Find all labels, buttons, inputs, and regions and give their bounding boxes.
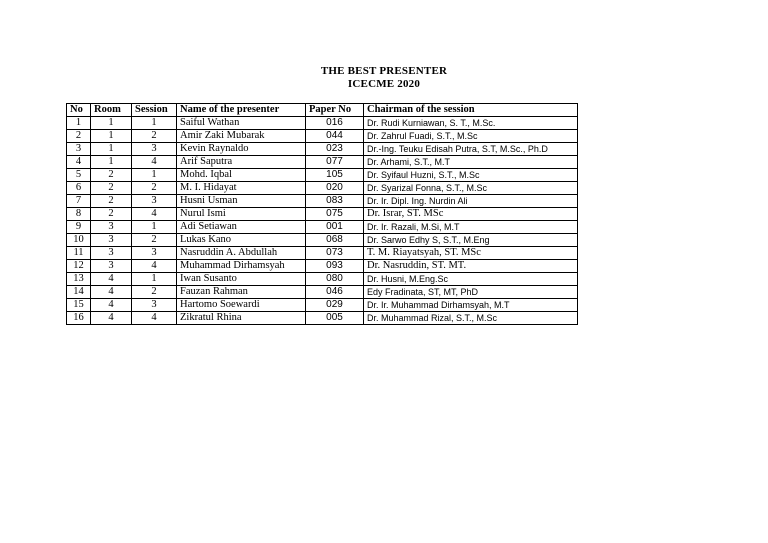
header-no: No — [67, 104, 91, 117]
cell-chairman: Dr. Husni, M.Eng.Sc — [364, 273, 578, 286]
cell-no: 16 — [67, 312, 91, 325]
cell-room: 4 — [91, 273, 132, 286]
cell-room: 4 — [91, 286, 132, 299]
cell-chairman: Dr. Ir. Razali, M.Si, M.T — [364, 221, 578, 234]
cell-room: 3 — [91, 221, 132, 234]
cell-presenter-name: Saiful Wathan — [177, 117, 306, 130]
cell-session: 1 — [132, 273, 177, 286]
cell-room: 3 — [91, 234, 132, 247]
cell-room: 1 — [91, 130, 132, 143]
cell-presenter-name: Kevin Raynaldo — [177, 143, 306, 156]
cell-room: 2 — [91, 195, 132, 208]
table-row — [67, 273, 578, 286]
table-row — [67, 117, 578, 130]
cell-paper-no: 029 — [306, 299, 364, 312]
cell-no: 2 — [67, 130, 91, 143]
cell-paper-no: 046 — [306, 286, 364, 299]
cell-no: 12 — [67, 260, 91, 273]
header-chairman: Chairman of the session — [364, 104, 578, 117]
cell-room: 4 — [91, 299, 132, 312]
cell-paper-no: 080 — [306, 273, 364, 286]
cell-paper-no: 093 — [306, 260, 364, 273]
cell-chairman: Dr. Ir. Dipl. Ing. Nurdin Ali — [364, 195, 578, 208]
presenter-table — [66, 103, 578, 325]
cell-presenter-name: Amir Zaki Mubarak — [177, 130, 306, 143]
cell-chairman: Dr. Rudi Kurniawan, S. T., M.Sc. — [364, 117, 578, 130]
cell-presenter-name: Iwan Susanto — [177, 273, 306, 286]
cell-room: 2 — [91, 182, 132, 195]
table-body — [67, 117, 578, 325]
cell-no: 11 — [67, 247, 91, 260]
cell-session: 3 — [132, 195, 177, 208]
cell-session: 2 — [132, 130, 177, 143]
table-header-row — [67, 104, 578, 117]
cell-session: 2 — [132, 286, 177, 299]
cell-paper-no: 077 — [306, 156, 364, 169]
table-row — [67, 221, 578, 234]
header-room: Room — [91, 104, 132, 117]
cell-session: 1 — [132, 117, 177, 130]
cell-chairman: Dr. Ir. Muhammad Dirhamsyah, M.T — [364, 299, 578, 312]
table-row — [67, 208, 578, 221]
cell-room: 1 — [91, 156, 132, 169]
cell-chairman: Dr.-Ing. Teuku Edisah Putra, S.T, M.Sc., Ph.D — [364, 143, 578, 156]
cell-session: 2 — [132, 182, 177, 195]
table-row — [67, 260, 578, 273]
cell-paper-no: 068 — [306, 234, 364, 247]
cell-room: 4 — [91, 312, 132, 325]
cell-chairman: Dr. Syifaul Huzni, S.T., M.Sc — [364, 169, 578, 182]
cell-no: 6 — [67, 182, 91, 195]
cell-room: 1 — [91, 143, 132, 156]
cell-session: 3 — [132, 143, 177, 156]
cell-chairman: Dr. Arhami, S.T., M.T — [364, 156, 578, 169]
cell-chairman: Edy Fradinata, ST, MT, PhD — [364, 286, 578, 299]
cell-paper-no: 105 — [306, 169, 364, 182]
table-row — [67, 286, 578, 299]
table-row — [67, 312, 578, 325]
cell-presenter-name: Adi Setiawan — [177, 221, 306, 234]
cell-presenter-name: Husni Usman — [177, 195, 306, 208]
cell-paper-no: 073 — [306, 247, 364, 260]
cell-presenter-name: Muhammad Dirhamsyah — [177, 260, 306, 273]
cell-session: 4 — [132, 156, 177, 169]
cell-session: 3 — [132, 247, 177, 260]
cell-no: 9 — [67, 221, 91, 234]
header-paper-no: Paper No — [306, 104, 364, 117]
cell-chairman: Dr. Sarwo Edhy S, S.T., M.Eng — [364, 234, 578, 247]
cell-no: 3 — [67, 143, 91, 156]
header-presenter-name: Name of the presenter — [177, 104, 306, 117]
document-title: THE BEST PRESENTER — [320, 65, 448, 77]
cell-presenter-name: Zikratul Rhina — [177, 312, 306, 325]
cell-session: 4 — [132, 260, 177, 273]
cell-room: 2 — [91, 169, 132, 182]
cell-presenter-name: Nasruddin A. Abdullah — [177, 247, 306, 260]
cell-no: 1 — [67, 117, 91, 130]
cell-chairman: Dr. Israr, ST. MSc — [364, 208, 578, 221]
cell-session: 3 — [132, 299, 177, 312]
cell-no: 8 — [67, 208, 91, 221]
cell-session: 4 — [132, 312, 177, 325]
cell-paper-no: 001 — [306, 221, 364, 234]
cell-no: 4 — [67, 156, 91, 169]
cell-paper-no: 075 — [306, 208, 364, 221]
table-row — [67, 234, 578, 247]
cell-no: 7 — [67, 195, 91, 208]
cell-no: 5 — [67, 169, 91, 182]
cell-presenter-name: Arif Saputra — [177, 156, 306, 169]
cell-presenter-name: Mohd. Iqbal — [177, 169, 306, 182]
header-session: Session — [132, 104, 177, 117]
cell-room: 2 — [91, 208, 132, 221]
cell-paper-no: 023 — [306, 143, 364, 156]
table-row — [67, 182, 578, 195]
table-row — [67, 299, 578, 312]
table-row — [67, 130, 578, 143]
table-row — [67, 169, 578, 182]
cell-chairman: Dr. Zahrul Fuadi, S.T., M.Sc — [364, 130, 578, 143]
cell-presenter-name: Fauzan Rahman — [177, 286, 306, 299]
cell-no: 15 — [67, 299, 91, 312]
cell-room: 3 — [91, 260, 132, 273]
cell-paper-no: 044 — [306, 130, 364, 143]
cell-presenter-name: M. I. Hidayat — [177, 182, 306, 195]
cell-session: 1 — [132, 221, 177, 234]
cell-no: 13 — [67, 273, 91, 286]
cell-no: 10 — [67, 234, 91, 247]
cell-session: 1 — [132, 169, 177, 182]
cell-room: 1 — [91, 117, 132, 130]
cell-no: 14 — [67, 286, 91, 299]
cell-room: 3 — [91, 247, 132, 260]
table-row — [67, 247, 578, 260]
cell-chairman: Dr. Muhammad Rizal, S.T., M.Sc — [364, 312, 578, 325]
cell-paper-no: 016 — [306, 117, 364, 130]
cell-paper-no: 005 — [306, 312, 364, 325]
table-row — [67, 195, 578, 208]
cell-chairman: Dr. Nasruddin, ST. MT. — [364, 260, 578, 273]
document-subtitle: ICECME 2020 — [347, 78, 421, 90]
table-row — [67, 156, 578, 169]
cell-presenter-name: Lukas Kano — [177, 234, 306, 247]
cell-session: 4 — [132, 208, 177, 221]
cell-session: 2 — [132, 234, 177, 247]
cell-chairman: T. M. Riayatsyah, ST. MSc — [364, 247, 578, 260]
cell-presenter-name: Hartomo Soewardi — [177, 299, 306, 312]
cell-chairman: Dr. Syarizal Fonna, S.T., M.Sc — [364, 182, 578, 195]
cell-paper-no: 020 — [306, 182, 364, 195]
table-row — [67, 143, 578, 156]
cell-paper-no: 083 — [306, 195, 364, 208]
cell-presenter-name: Nurul Ismi — [177, 208, 306, 221]
